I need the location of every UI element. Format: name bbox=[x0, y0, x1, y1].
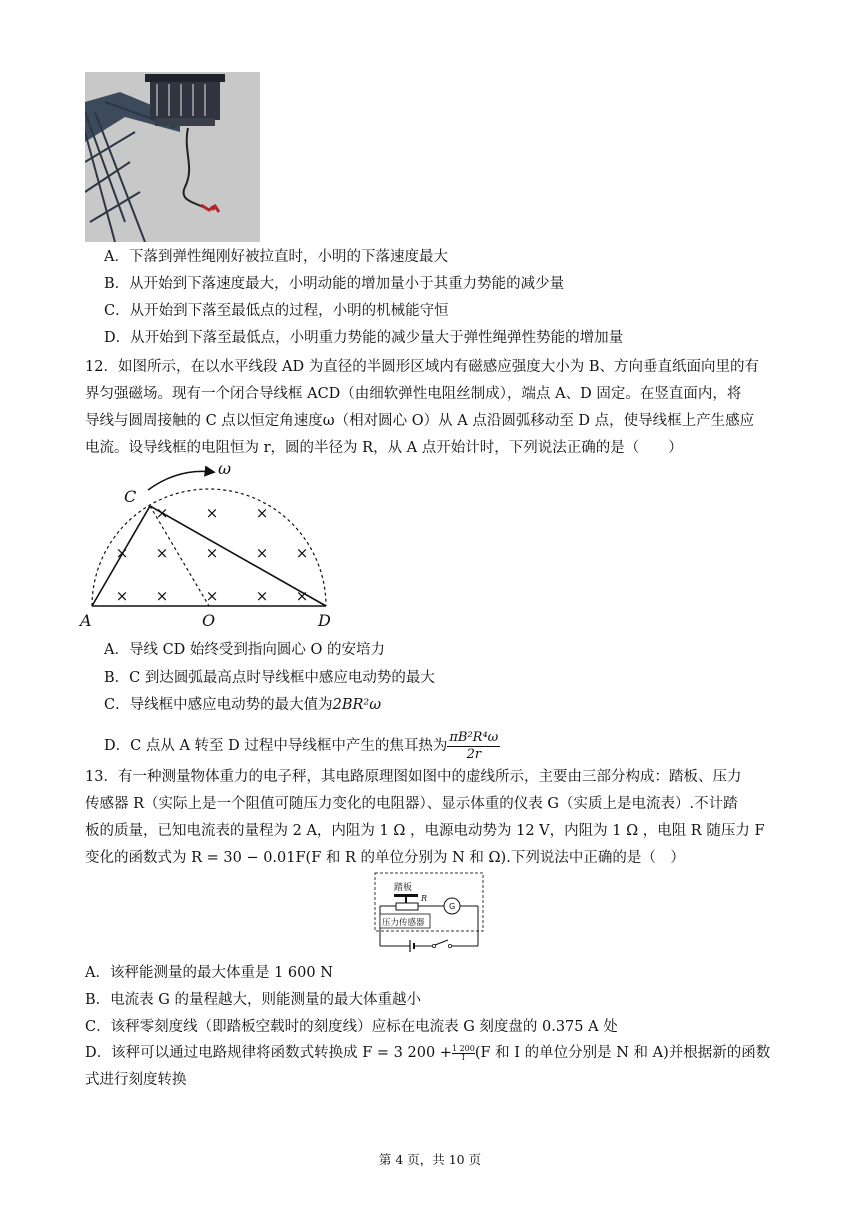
q13-option-d-line-1 bbox=[85, 1043, 770, 1063]
field-marks bbox=[116, 504, 309, 605]
switch-blade bbox=[435, 940, 448, 945]
field-mark: × bbox=[295, 544, 309, 562]
q13-d-numerator: 1 200 bbox=[451, 1043, 475, 1053]
resistor-r bbox=[396, 903, 418, 910]
q11-option-a: A．下落到弹性绳刚好被拉直时，小明的下落速度最大 bbox=[104, 249, 448, 265]
q12-stem-line-2: 界匀强磁场。现有一个闭合导线框 ACD（由细软弹性电阻丝制成），端点 A、D 固定。在竖直面内，将 bbox=[85, 386, 742, 402]
q12-option-d-text: D．C 点从 A 转至 D 过程中导线框中产生的焦耳热为 bbox=[104, 738, 448, 754]
q13-d-denominator: I bbox=[461, 1052, 465, 1062]
q13-stem-line-3: 板的质量，已知电流表的量程为 2 A，内阻为 1 Ω ，电源电动势为 12 V，内阻为 1 Ω ，电阻 R 随压力 F bbox=[85, 823, 765, 839]
bungee-tower-illustration bbox=[85, 72, 260, 242]
field-mark: × bbox=[205, 544, 219, 562]
q11-option-d: D．从开始到下落至最低点，小明重力势能的减少量大于弹性绳弹性势能的增加量 bbox=[104, 330, 624, 346]
q12-option-c-formula: 2BR²ω bbox=[332, 697, 382, 713]
q13-option-d-post: (F 和 I 的单位分别是 N 和 A)并根据新的函数 bbox=[474, 1045, 771, 1061]
q13-option-d-line-2: 式进行刻度转换 bbox=[85, 1072, 187, 1088]
label-g: G bbox=[449, 902, 456, 911]
field-mark: × bbox=[255, 544, 269, 562]
field-mark: × bbox=[255, 504, 269, 522]
label-omega: ω bbox=[218, 460, 232, 478]
field-mark: × bbox=[155, 544, 169, 562]
label-c: C bbox=[124, 487, 137, 506]
field-mark: × bbox=[155, 504, 169, 522]
field-mark: × bbox=[155, 587, 169, 605]
label-pedal: 踏板 bbox=[394, 883, 413, 893]
q12-option-a: A．导线 CD 始终受到指向圆心 O 的安培力 bbox=[104, 642, 386, 658]
field-mark: × bbox=[205, 587, 219, 605]
page-footer: 第 4 页，共 10 页 bbox=[378, 1152, 482, 1167]
q12-stem-line-3: 导线与圆周接触的 C 点以恒定角速度ω（相对圆心 O）从 A 点沿圆弧移动至 D 点，使导线框上产生感应 bbox=[85, 413, 755, 429]
field-mark: × bbox=[255, 587, 269, 605]
q13-option-c: C．该秤零刻度线（即踏板空载时的刻度线）应标在电流表 G 刻度盘的 0.375 A 处 bbox=[85, 1019, 618, 1035]
q13-stem-line-2: 传感器 R（实际上是一个阻值可随压力变化的电阻器）、显示体重的仪表 G（实质上是电流表）.不计踏 bbox=[85, 796, 738, 812]
label-d: D bbox=[318, 611, 331, 630]
label-sensor: 压力传感器 bbox=[382, 918, 425, 928]
label-r: R bbox=[421, 894, 428, 903]
q13-option-b: B．电流表 G 的量程越大，则能测量的最大体重越小 bbox=[85, 992, 421, 1008]
q12-stem-line-4: 电流。设导线框的电阻恒为 r，圆的半径为 R，从 A 点开始计时，下列说法正确的是（ ） bbox=[85, 440, 683, 456]
q13-circuit-figure bbox=[372, 870, 488, 956]
bungee-photo bbox=[85, 72, 260, 242]
label-a: A bbox=[80, 611, 92, 630]
q13-stem-line-4: 变化的函数式为 R = 30 − 0.01F(F 和 R 的单位分别为 N 和 Ω).下列说法中正确的是（ ） bbox=[85, 850, 685, 866]
q12-option-b: B．C 到达圆弧最高点时导线框中感应电动势的最大 bbox=[104, 670, 435, 686]
q11-option-b: B．从开始到下落速度最大，小明动能的增加量小于其重力势能的减少量 bbox=[104, 276, 565, 292]
field-mark: × bbox=[115, 544, 129, 562]
q12-option-d bbox=[104, 728, 500, 764]
omega-arrow bbox=[148, 471, 213, 490]
label-o: O bbox=[202, 611, 216, 630]
pedal-plate bbox=[394, 894, 418, 897]
q12-semicircle-figure bbox=[78, 460, 348, 630]
q12-option-c-text: C．导线框中感应电动势的最大值为 bbox=[104, 697, 333, 713]
q13-option-d-fraction bbox=[452, 1045, 475, 1062]
q13-option-d-pre: D．该秤可以通过电路规律将函数式转换成 F = 3 200 + bbox=[85, 1045, 452, 1061]
field-mark: × bbox=[295, 587, 309, 605]
q12-stem-line-1: 12．如图所示，在以水平线段 AD 为直径的半圆形区域内有磁感应强度大小为 B、方向垂直纸面向里的有 bbox=[85, 359, 760, 375]
q12-d-numerator: πB²R⁴ω bbox=[449, 729, 499, 745]
q12-d-denominator: 2r bbox=[466, 746, 482, 762]
q12-option-d-fraction bbox=[447, 730, 500, 763]
q11-option-c: C．从开始到下落至最低点的过程，小明的机械能守恒 bbox=[104, 303, 449, 319]
q13-stem-line-1: 13．有一种测量物体重力的电子秤，其电路原理图如图中的虚线所示，主要由三部分构成：踏板、压力 bbox=[85, 769, 742, 785]
field-mark: × bbox=[205, 504, 219, 522]
field-mark: × bbox=[115, 587, 129, 605]
q13-option-a: A．该秤能测量的最大体重是 1 600 N bbox=[85, 965, 333, 981]
q12-option-c bbox=[104, 695, 381, 715]
